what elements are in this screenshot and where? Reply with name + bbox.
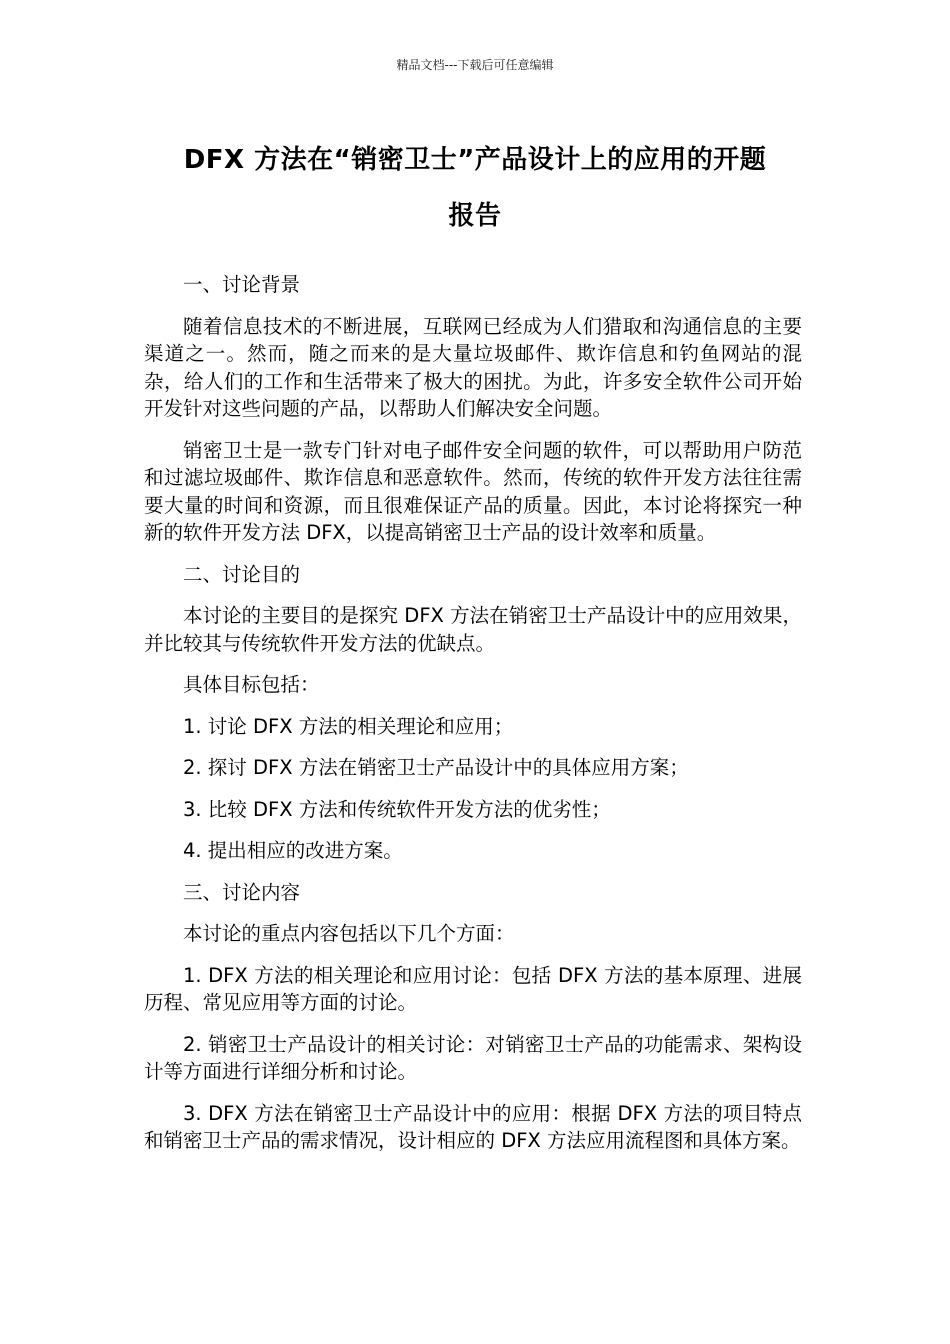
list-item: 1. DFX 方法的相关理论和应用讨论：包括 DFX 方法的基本原理、进展历程、常见应用等方面的讨论。 bbox=[144, 963, 802, 1014]
paragraph: 本讨论的重点内容包括以下几个方面： bbox=[183, 922, 515, 945]
section-heading-purpose: 二、讨论目的 bbox=[183, 562, 301, 586]
paragraph: 随着信息技术的不断进展，互联网已经成为人们猎取和沟通信息的主要渠道之一。然而，随之而来的是大量垃圾邮件、欺诈信息和钓鱼网站的混杂，给人们的工作和生活带来了极大的困扰。为此，许多安全软件公司开始开发针对这些问题的产品，以帮助人们解决安全问题。 bbox=[144, 314, 802, 420]
page-header: 精品文档---下载后可任意编辑 bbox=[396, 58, 554, 72]
document-body bbox=[144, 271, 802, 1169]
list-item: 2. 销密卫士产品设计的相关讨论：对销密卫士产品的功能需求、架构设计等方面进行详细分析和讨论。 bbox=[144, 1032, 802, 1083]
paragraph: 销密卫士是一款专门针对电子邮件安全问题的软件，可以帮助用户防范和过滤垃圾邮件、欺诈信息和恶意软件。然而，传统的软件开发方法往往需要大量的时间和资源，而且很难保证产品的质量。因此，本讨论将探究一种新的软件开发方法 DFX，以提高销密卫士产品的设计效率和质量。 bbox=[144, 438, 802, 544]
list-item: 2. 探讨 DFX 方法在销密卫士产品设计中的具体应用方案； bbox=[183, 756, 689, 779]
list-item: 1. 讨论 DFX 方法的相关理论和应用； bbox=[183, 714, 514, 738]
list-item: 3. 比较 DFX 方法和传统软件开发方法的优劣性； bbox=[183, 797, 611, 821]
list-item: 3. DFX 方法在销密卫士产品设计中的应用：根据 DFX 方法的项目特点和销密卫士产品的需求情况，设计相应的 DFX 方法应用流程图和具体方案。 bbox=[144, 1101, 802, 1152]
paragraph: 本讨论的主要目的是探究 DFX 方法在销密卫士产品设计中的应用效果，并比较其与传统软件开发方法的优缺点。 bbox=[144, 604, 802, 655]
title-line-1: DFX 方法在“销密卫士”产品设计上的应用的开题 bbox=[183, 145, 767, 175]
title-line-2: 报告 bbox=[448, 201, 502, 231]
paragraph: 具体目标包括： bbox=[183, 673, 320, 696]
section-heading-background: 一、讨论背景 bbox=[183, 273, 301, 296]
section-heading-content: 三、讨论内容 bbox=[183, 880, 301, 904]
list-item: 4. 提出相应的改进方案。 bbox=[183, 839, 403, 862]
document-title bbox=[140, 132, 810, 244]
